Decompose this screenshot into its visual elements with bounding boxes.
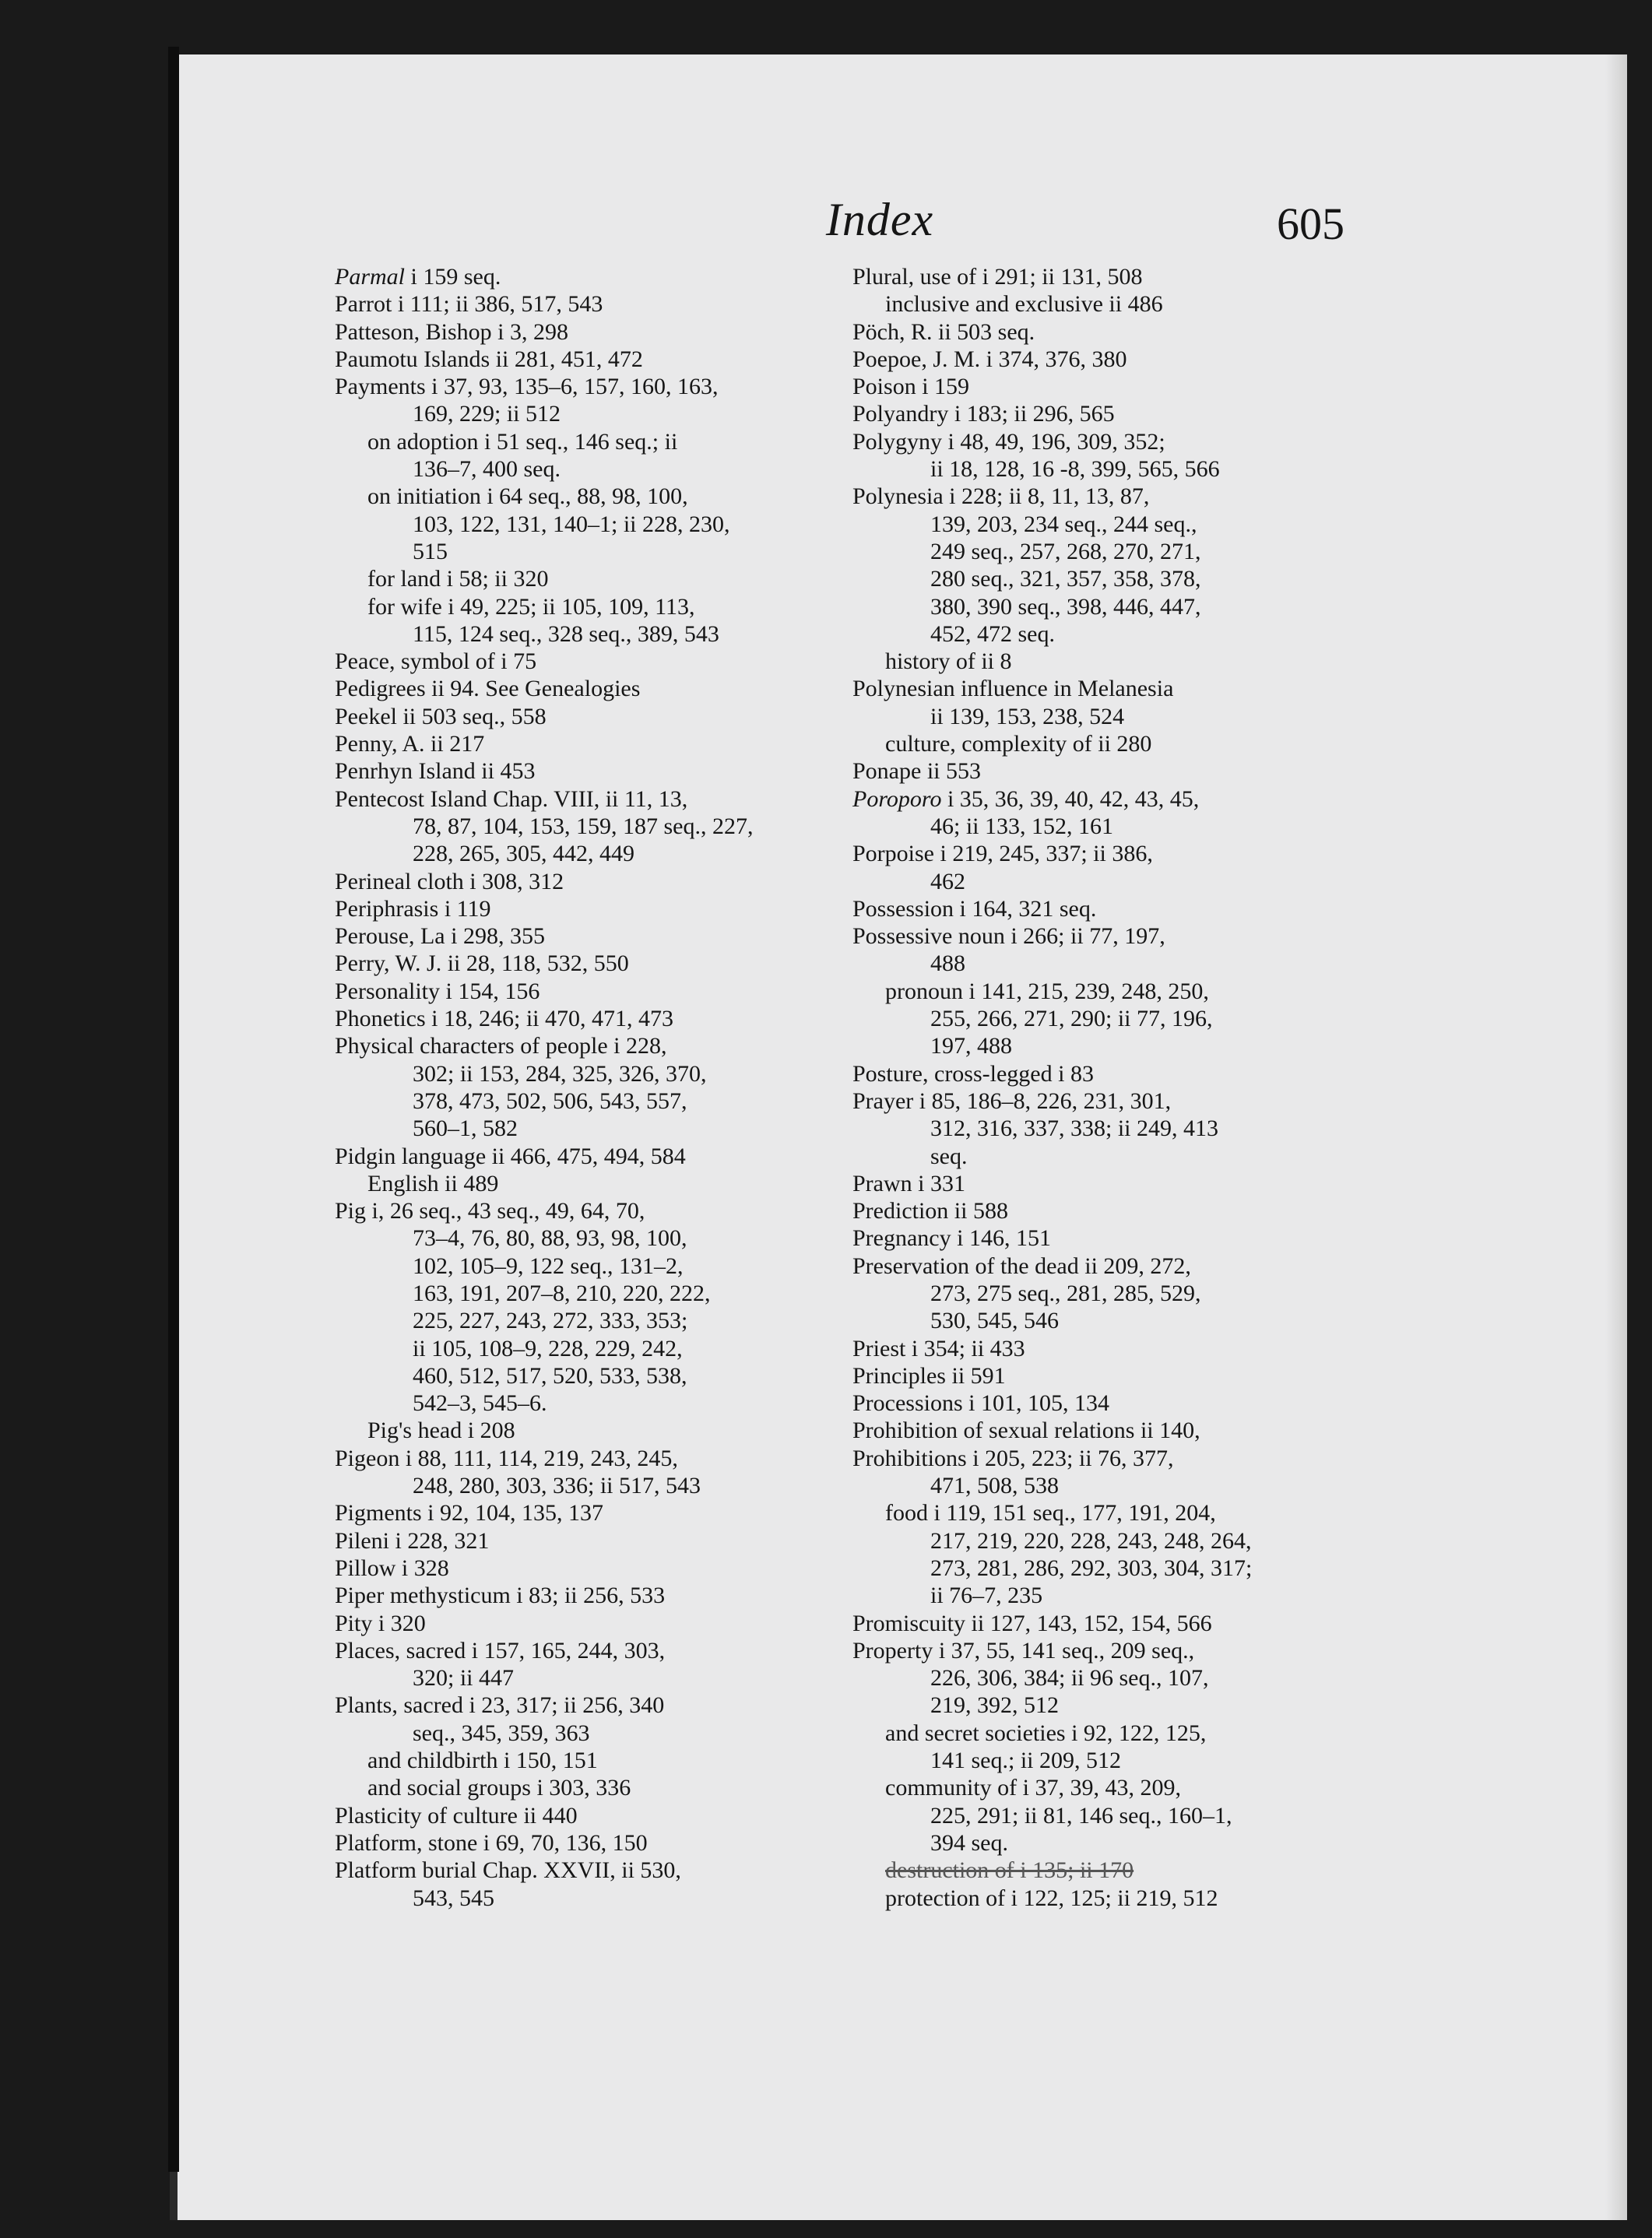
index-entry-line: inclusive and exclusive ii 486 <box>885 291 1163 318</box>
index-entry-line: 169, 229; ii 512 <box>413 401 561 427</box>
index-column-right <box>852 263 1382 1912</box>
index-entry-line: for land i 58; ii 320 <box>367 566 549 592</box>
page-header <box>0 193 1652 255</box>
index-entry-line: food i 119, 151 seq., 177, 191, 204, <box>885 1500 1216 1527</box>
index-entry-line: Perry, W. J. ii 28, 118, 532, 550 <box>335 950 629 977</box>
index-entry-line: 452, 472 seq. <box>930 620 1055 647</box>
index-entry-line: on initiation i 64 seq., 88, 98, 100, <box>367 483 688 510</box>
index-entry-line: 78, 87, 104, 153, 159, 187 seq., 227, <box>413 813 754 839</box>
index-entry-line: ii 76–7, 235 <box>930 1583 1043 1609</box>
index-entry-line: destruction of i 135; ii 170 <box>885 1857 1134 1884</box>
index-entry-line: Physical characters of people i 228, <box>335 1033 667 1059</box>
index-entry-line: seq., 345, 359, 363 <box>413 1720 590 1746</box>
index-entry-line: 197, 488 <box>930 1033 1012 1059</box>
index-entry-line: Poepoe, J. M. i 374, 376, 380 <box>852 346 1127 372</box>
index-entry-line: Plasticity of culture ii 440 <box>335 1802 578 1829</box>
index-entry-line: Plants, sacred i 23, 317; ii 256, 340 <box>335 1692 665 1719</box>
index-entry-line: protection of i 122, 125; ii 219, 512 <box>885 1885 1218 1911</box>
index-entry-heading: Parmal <box>335 264 405 290</box>
index-entry-line: Peace, symbol of i 75 <box>335 648 537 675</box>
index-entry-line: 462 <box>930 868 965 894</box>
index-entry-line: Places, sacred i 157, 165, 244, 303, <box>335 1637 666 1664</box>
index-entry-line: 219, 392, 512 <box>930 1692 1059 1719</box>
index-entry-line: 320; ii 447 <box>413 1665 515 1692</box>
index-entry-line: and secret societies i 92, 122, 125, <box>885 1720 1207 1746</box>
index-entry-line: Pigeon i 88, 111, 114, 219, 243, 245, <box>335 1445 678 1471</box>
index-entry-line: Pig's head i 208 <box>367 1418 515 1444</box>
index-entry-line: Principles ii 591 <box>852 1362 1006 1389</box>
index-entry-line: Property i 37, 55, 141 seq., 209 seq., <box>852 1637 1195 1664</box>
index-entry-line: Perineal cloth i 308, 312 <box>335 868 564 894</box>
index-entry-line: Preservation of the dead ii 209, 272, <box>852 1253 1191 1279</box>
index-entry-line: Polyandry i 183; ii 296, 565 <box>852 401 1115 427</box>
index-entry-line: Peekel ii 503 seq., 558 <box>335 703 547 729</box>
index-entry-line: Pregnancy i 146, 151 <box>852 1225 1051 1252</box>
page-number: 605 <box>1277 199 1344 249</box>
binding-edge-mark <box>168 47 179 2172</box>
index-entry-line: Parrot i 111; ii 386, 517, 543 <box>335 291 603 318</box>
index-entry-line: ii 105, 108–9, 228, 229, 242, <box>413 1335 683 1361</box>
index-entry-line: Patteson, Bishop i 3, 298 <box>335 318 569 345</box>
index-entry-line: Pentecost Island Chap. VIII, ii 11, 13, <box>335 785 688 812</box>
index-entry-references: i 35, 36, 39, 40, 42, 43, 45, <box>941 785 1200 812</box>
index-entry-line: Pity i 320 <box>335 1610 426 1636</box>
index-entry-line: Piper methysticum i 83; ii 256, 533 <box>335 1583 666 1609</box>
index-entry-line: Possession i 164, 321 seq. <box>852 895 1097 922</box>
index-entry-line: 102, 105–9, 122 seq., 131–2, <box>413 1253 684 1279</box>
running-title: Index <box>825 194 934 245</box>
index-entry-line: 542–3, 545–6. <box>413 1390 547 1417</box>
index-entry-line: 249 seq., 257, 268, 270, 271, <box>930 538 1201 564</box>
index-entry-line: 312, 316, 337, 338; ii 249, 413 <box>930 1115 1219 1142</box>
index-entry-heading: Poroporo <box>852 785 942 812</box>
index-entry-line: 530, 545, 546 <box>930 1308 1059 1334</box>
index-entry-line: Polygyny i 48, 49, 196, 309, 352; <box>852 428 1165 455</box>
index-entry-line: 115, 124 seq., 328 seq., 389, 543 <box>413 620 719 647</box>
index-entry-line: Platform burial Chap. XXVII, ii 530, <box>335 1857 681 1884</box>
index-entry-line: 73–4, 76, 80, 88, 93, 98, 100, <box>413 1225 687 1252</box>
index-entry-line: Polynesian influence in Melanesia <box>852 676 1174 702</box>
index-entry-line: 378, 473, 502, 506, 543, 557, <box>413 1087 687 1114</box>
index-entry-line: Polynesia i 228; ii 8, 11, 13, 87, <box>852 483 1150 510</box>
index-entry-line: 273, 281, 286, 292, 303, 304, 317; <box>930 1555 1253 1581</box>
index-entry-line: Possessive noun i 266; ii 77, 197, <box>852 923 1165 950</box>
index-entry-line: Pillow i 328 <box>335 1555 449 1581</box>
index-entry-line: on adoption i 51 seq., 146 seq.; ii <box>367 428 678 455</box>
index-entry-line: and social groups i 303, 336 <box>367 1775 631 1801</box>
index-entry-line: 380, 390 seq., 398, 446, 447, <box>930 593 1201 620</box>
index-entry-line <box>335 263 833 290</box>
index-entry-line: Pidgin language ii 466, 475, 494, 584 <box>335 1143 686 1169</box>
index-entry-line: 471, 508, 538 <box>930 1473 1059 1499</box>
index-entry-line: Personality i 154, 156 <box>335 978 540 1004</box>
index-entry-line: 280 seq., 321, 357, 358, 378, <box>930 566 1201 592</box>
index-entry-line: ii 18, 128, 16 -8, 399, 565, 566 <box>930 456 1220 483</box>
index-entry-line: 103, 122, 131, 140–1; ii 228, 230, <box>413 511 730 537</box>
index-entry-line: and childbirth i 150, 151 <box>367 1748 598 1774</box>
index-entry-line: 139, 203, 234 seq., 244 seq., <box>930 511 1197 537</box>
index-entry-line: 543, 545 <box>413 1885 494 1911</box>
index-entry-line: 136–7, 400 seq. <box>413 456 561 483</box>
index-entry-line: 225, 291; ii 81, 146 seq., 160–1, <box>930 1802 1232 1829</box>
index-entry-line: 141 seq.; ii 209, 512 <box>930 1748 1121 1774</box>
index-entry-line: Payments i 37, 93, 135–6, 157, 160, 163, <box>335 374 719 400</box>
index-entry-line: 225, 227, 243, 272, 333, 353; <box>413 1308 688 1334</box>
index-entry-line: Paumotu Islands ii 281, 451, 472 <box>335 346 643 372</box>
index-entry-line: Prawn i 331 <box>852 1170 965 1196</box>
index-entry-line: Pöch, R. ii 503 seq. <box>852 318 1035 345</box>
index-entry-line: Porpoise i 219, 245, 337; ii 386, <box>852 841 1153 867</box>
index-entry-line: Pigments i 92, 104, 135, 137 <box>335 1500 604 1527</box>
index-entry-line: 46; ii 133, 152, 161 <box>930 813 1114 839</box>
index-entry-line: Prohibition of sexual relations ii 140, <box>852 1418 1200 1444</box>
index-entry-line: Ponape ii 553 <box>852 758 981 785</box>
index-entry-line: history of ii 8 <box>885 648 1012 675</box>
index-entry-line: Periphrasis i 119 <box>335 895 491 922</box>
index-entry-line: English ii 489 <box>367 1170 499 1196</box>
index-entry-line: 226, 306, 384; ii 96 seq., 107, <box>930 1665 1209 1692</box>
index-entry-line: Poison i 159 <box>852 374 970 400</box>
index-entry-line: Pedigrees ii 94. See Genealogies <box>335 676 641 702</box>
index-entry-line: 488 <box>930 950 965 977</box>
index-entry-line: 515 <box>413 538 448 564</box>
index-entry-line: culture, complexity of ii 280 <box>885 731 1152 757</box>
index-entry-line: 302; ii 153, 284, 325, 326, 370, <box>413 1060 707 1087</box>
index-entry-line: ii 139, 153, 238, 524 <box>930 703 1125 729</box>
index-entry-line: Prayer i 85, 186–8, 226, 231, 301, <box>852 1087 1172 1114</box>
index-entry-line: Pileni i 228, 321 <box>335 1527 490 1554</box>
index-entry-line: Promiscuity ii 127, 143, 152, 154, 566 <box>852 1610 1212 1636</box>
index-entry-line: Prohibitions i 205, 223; ii 76, 377, <box>852 1445 1174 1471</box>
index-entry-line: 248, 280, 303, 336; ii 517, 543 <box>413 1473 701 1499</box>
index-entry-line: 163, 191, 207–8, 210, 220, 222, <box>413 1280 711 1306</box>
index-entry-line: Pig i, 26 seq., 43 seq., 49, 64, 70, <box>335 1198 645 1224</box>
index-entry-line: Penny, A. ii 217 <box>335 731 485 757</box>
index-entry-line: Phonetics i 18, 246; ii 470, 471, 473 <box>335 1006 673 1032</box>
index-entry-line: 460, 512, 517, 520, 533, 538, <box>413 1362 687 1389</box>
index-entry-line: Posture, cross-legged i 83 <box>852 1060 1094 1087</box>
index-entry-line: 228, 265, 305, 442, 449 <box>413 841 634 867</box>
index-entry-line: for wife i 49, 225; ii 105, 109, 113, <box>367 593 695 620</box>
index-entry-line: Prediction ii 588 <box>852 1198 1008 1224</box>
index-entry-line: Plural, use of i 291; ii 131, 508 <box>852 264 1143 290</box>
index-entry-line: Processions i 101, 105, 134 <box>852 1390 1109 1417</box>
index-entry-line: 560–1, 582 <box>413 1115 518 1142</box>
index-entry-line: 394 seq. <box>930 1829 1008 1856</box>
index-entry-line: Platform, stone i 69, 70, 136, 150 <box>335 1829 648 1856</box>
index-entry-line <box>852 785 1382 813</box>
index-entry-line: 273, 275 seq., 281, 285, 529, <box>930 1280 1201 1306</box>
index-entry-line: seq. <box>930 1143 968 1169</box>
index-entry-line: community of i 37, 39, 43, 209, <box>885 1775 1181 1801</box>
index-column-left <box>335 263 833 1912</box>
index-entry-line: Penrhyn Island ii 453 <box>335 758 536 785</box>
index-entry-line: 217, 219, 220, 228, 243, 248, 264, <box>930 1527 1252 1554</box>
page-edge-shadow <box>1605 54 1627 2220</box>
index-entry-line: Perouse, La i 298, 355 <box>335 923 545 950</box>
index-entry-references: i 159 seq. <box>405 264 501 290</box>
index-entry-line: 255, 266, 271, 290; ii 77, 196, <box>930 1006 1213 1032</box>
index-entry-line: Priest i 354; ii 433 <box>852 1335 1025 1361</box>
index-entry-line: pronoun i 141, 215, 239, 248, 250, <box>885 978 1209 1004</box>
